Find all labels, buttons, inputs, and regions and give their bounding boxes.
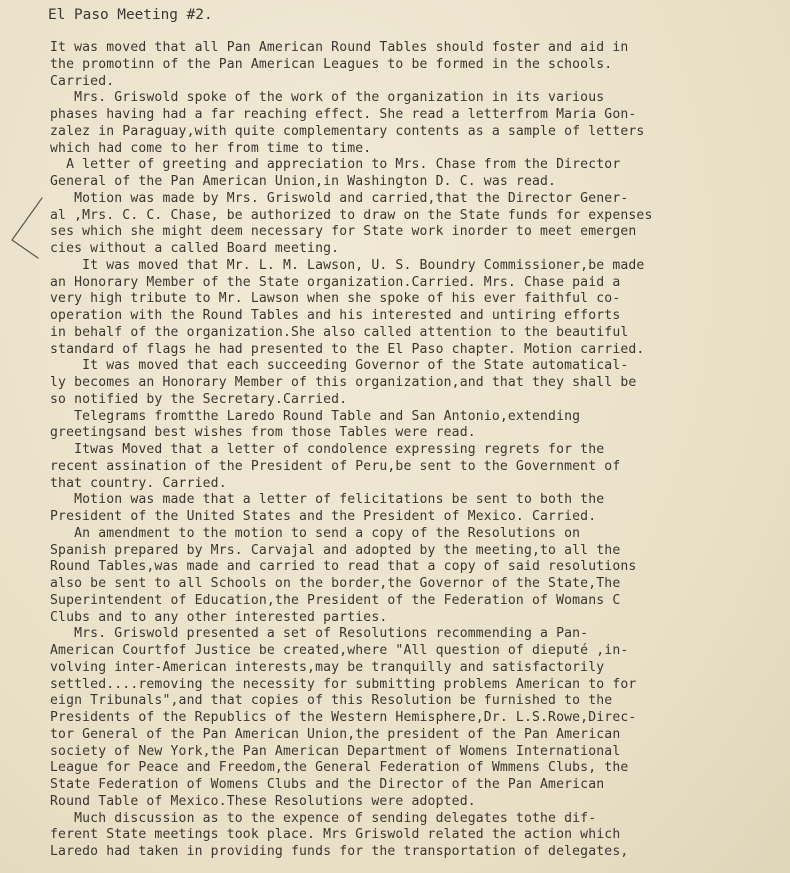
text-line: phases having had a far reaching effect. She read a letterfrom Maria Gon-	[50, 107, 637, 122]
text-line: greetingsand best wishes from those Tables were read.	[50, 425, 476, 441]
text-line: Round Table of Mexico.These Resolutions were adopted.	[50, 793, 476, 809]
text-line: al ,Mrs. C. C. Chase, be authorized to draw on the State funds for expenses	[50, 207, 653, 223]
text-line: Presidents of the Republics of the Western Hemisphere,Dr. L.S.Rowe,Direc-	[50, 710, 637, 725]
text-line: tor General of the Pan American Union,the president of the Pan American	[50, 726, 621, 742]
text-line: Laredo had taken in providing funds for the transportation of delegates,	[50, 844, 629, 859]
text-line: Round Tables,was made and carried to read that a copy of said resolutions	[50, 559, 637, 575]
text-line: Much discussion as to the expence of sending delegates tothe dif-	[50, 810, 597, 826]
text-line: General of the Pan American Union,in Washington D. C. was read.	[50, 174, 557, 189]
text-line: standard of flags he had presented to the El Paso chapter. Motion carried.	[50, 341, 645, 357]
text-line: Carried.	[50, 73, 115, 89]
text-line: League for Peace and Freedom,the General Federation of Wmmens Clubs, the	[50, 760, 629, 776]
text-line: cies without a called Board meeting.	[50, 241, 340, 256]
text-line: Motion was made that a letter of felicitations be sent to both the	[50, 492, 605, 508]
text-line: society of New York,the Pan American Department of Womens International	[50, 743, 621, 759]
text-line: Mrs. Griswold spoke of the work of the organization in its various	[50, 90, 605, 106]
text-line: Mrs. Griswold presented a set of Resolutions recommending a Pan-	[50, 626, 589, 642]
text-line: the promotinn of the Pan American Leagues to be formed in the schools.	[50, 56, 613, 72]
text-line: operation with the Round Tables and his interested and untiring efforts	[50, 308, 621, 323]
text-line: American Courtfof Justice be created,where "All question of dieputé ,in-	[50, 643, 629, 658]
text-line: A letter of greeting and appreciation to Mrs. Chase from the Director	[50, 157, 621, 173]
text-line: which had come to her from time to time.	[50, 140, 372, 156]
text-line: so notified by the Secretary.Carried.	[50, 391, 348, 407]
page-title: El Paso Meeting #2.	[48, 7, 213, 23]
text-line: that country. Carried.	[50, 475, 227, 491]
text-line: in behalf of the organization.She also called attention to the beautiful	[50, 324, 629, 340]
text-line: eign Tribunals",and that copies of this Resolution be furnished to the	[50, 693, 613, 709]
text-line: Motion was made by Mrs. Griswold and carried,that the Director Gener-	[50, 190, 629, 206]
text-line: An amendment to the motion to send a copy of the Resolutions on	[50, 525, 581, 541]
text-line: It was moved that Mr. L. M. Lawson, U. S. Boundry Commissioner,be made	[50, 257, 645, 273]
text-line: ses which she might deem necessary for State work inorder to meet emergen	[50, 224, 637, 240]
margin-bracket-mark	[6, 196, 46, 260]
text-line: volving inter-American interests,may be tranquilly and satisfactorily	[50, 659, 605, 675]
text-line: very high tribute to Mr. Lawson when she spoke of his ever faithful co-	[50, 291, 621, 307]
text-line: recent assination of the President of Peru,be sent to the Government of	[50, 458, 621, 474]
text-line: President of the United States and the President of Mexico. Carried.	[50, 509, 597, 524]
text-line: Itwas Moved that a letter of condolence expressing regrets for the	[50, 442, 605, 457]
minutes-body	[50, 40, 772, 861]
text-line: Superintendent of Education,the President of the Federation of Womans C	[50, 592, 621, 608]
text-line: ly becomes an Honorary Member of this organization,and that they shall be	[50, 375, 637, 390]
text-line: zalez in Paraguay,with quite complementary contents as a sample of letters	[50, 123, 645, 139]
text-line: State Federation of Womens Clubs and the Director of the Pan American	[50, 777, 605, 792]
text-line: Clubs and to any other interested parties.	[50, 609, 388, 625]
text-line: It was moved that all Pan American Round Tables should foster and aid in	[50, 40, 629, 55]
text-line: also be sent to all Schools on the border,the Governor of the State,The	[50, 576, 621, 591]
text-line: Spanish prepared by Mrs. Carvajal and adopted by the meeting,to all the	[50, 542, 621, 558]
text-line: It was moved that each succeeding Governor of the State automatical-	[50, 358, 629, 374]
text-line: ferent State meetings took place. Mrs Griswold related the action which	[50, 827, 621, 843]
text-line: an Honorary Member of the State organization.Carried. Mrs. Chase paid a	[50, 274, 621, 290]
text-line: settled....removing the necessity for submitting problems American to for	[50, 676, 637, 692]
text-line: Telegrams fromtthe Laredo Round Table and San Antonio,extending	[50, 408, 581, 424]
